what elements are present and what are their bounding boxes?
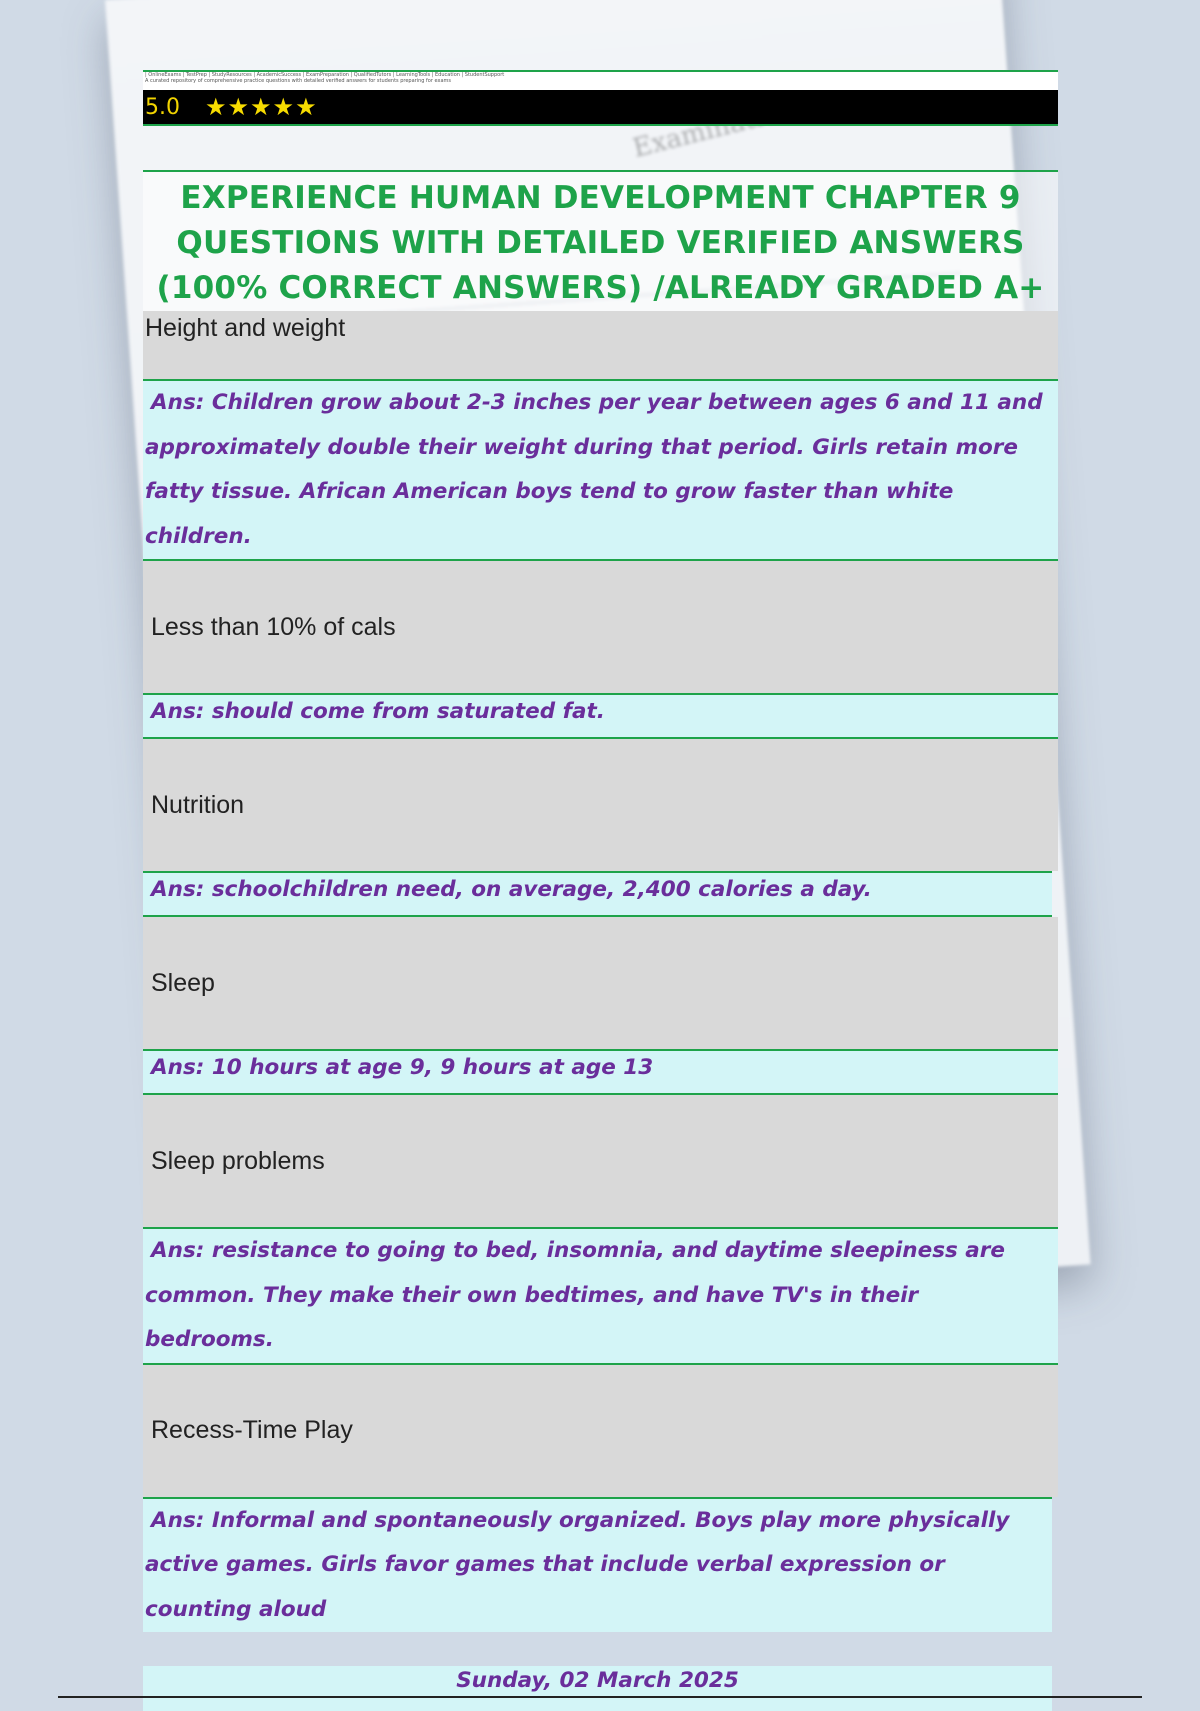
answer-block — [143, 379, 1058, 561]
question-block — [143, 311, 1058, 379]
question-text: Nutrition — [151, 790, 245, 819]
star-rating-icon: ★★★★★ — [205, 93, 318, 121]
rating-bar — [143, 90, 1058, 126]
title-block — [143, 170, 1058, 311]
question-text: Height and weight — [145, 314, 346, 342]
answer-text: Ans: should come from saturated fat. — [151, 699, 605, 724]
header-fine-print — [143, 72, 1058, 90]
header-description-line: A curated repository of comprehensive practice questions with detailed verified answers for students preparing for exams — [145, 78, 451, 84]
document-page — [143, 70, 1058, 1711]
answer-text: Ans: 10 hours at age 9, 9 hours at age 13 — [151, 1055, 654, 1080]
answer-block — [143, 1049, 1058, 1095]
question-text: Sleep — [151, 968, 215, 997]
question-block — [143, 561, 1058, 693]
answer-block — [143, 693, 1058, 739]
answer-text: Ans: schoolchildren need, on average, 2,400 calories a day. — [151, 877, 872, 902]
page-bottom-rule — [58, 1696, 1142, 1698]
question-text: Less than 10% of cals — [151, 612, 396, 641]
rating-value: 5.0 — [145, 94, 180, 120]
document-title: EXPERIENCE HUMAN DEVELOPMENT CHAPTER 9 QUESTIONS WITH DETAILED VERIFIED ANSWERS (100% CORRECT ANSWERS) /ALREADY GRADED A+ — [156, 180, 1045, 306]
question-block — [143, 1365, 1058, 1497]
answer-text: Ans: Children grow about 2-3 inches per year between ages 6 and 11 and approximately double their weight during that period. Girls retain more fatty tissue. African American boys tend to grow faster than white children. — [145, 390, 1043, 549]
answer-text: Ans: resistance to going to bed, insomnia, and daytime sleepiness are common. They make their own bedtimes, and have TV's in their bedrooms. — [145, 1238, 1005, 1352]
question-text: Recess-Time Play — [151, 1416, 353, 1444]
question-block — [143, 917, 1058, 1049]
question-block — [143, 739, 1058, 871]
document-date — [143, 1666, 1052, 1711]
answer-block — [143, 1497, 1052, 1633]
question-block — [143, 1095, 1058, 1227]
date-text: Sunday, 02 March 2025 — [456, 1668, 739, 1693]
header-tags-line: | OnlineExams | TestPrep | StudyResources | AcademicSuccess | ExamPreparation | QualifiedTutors | LearningTools | Education | StudentSupport — [145, 72, 505, 78]
answer-text: Ans: Informal and spontaneously organized. Boys play more physically active games. Girls favor games that include verbal expression or counting aloud — [145, 1507, 1010, 1622]
answer-block — [143, 1227, 1058, 1365]
question-text: Sleep problems — [151, 1146, 325, 1175]
answer-block — [143, 871, 1052, 917]
